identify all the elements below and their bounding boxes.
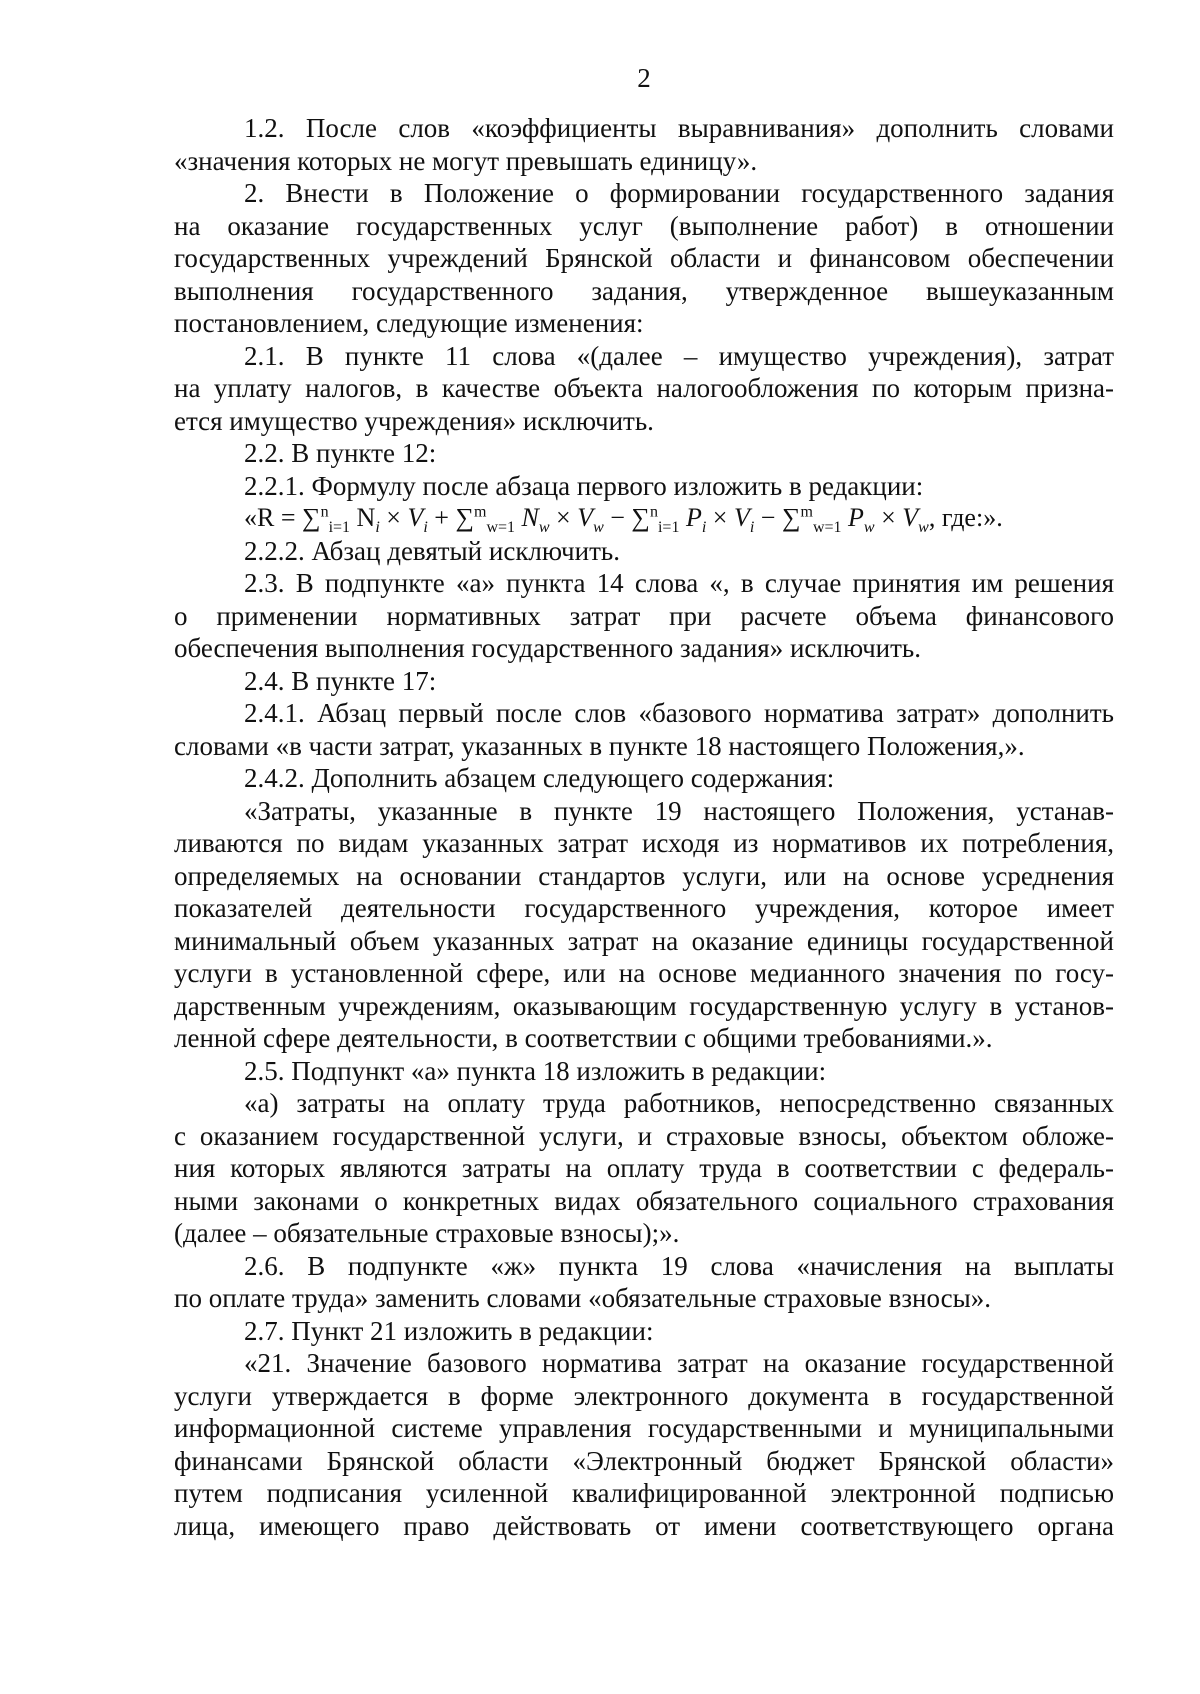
text-line: ния которых являются затраты на оплату труда в соответствии с федераль- — [174, 1153, 1114, 1183]
text-line: показателей деятельности государственного учреждения, которое имеет — [174, 893, 1114, 923]
text-line: 2.7. Пункт 21 изложить в редакции: — [244, 1315, 654, 1346]
text-line: «значения которых не могут превышать единицу». — [174, 145, 758, 176]
text-line: дарственным учреждениям, оказывающим государственную услугу в установ- — [174, 990, 1114, 1021]
text-line: «21. Значение базового норматива затрат на оказание государственной — [244, 1348, 1114, 1378]
text-line: ленной сфере деятельности, в соответствии с общими требованиями.». — [174, 1023, 993, 1053]
text-line: определяемых на основании стандартов услуги, или на основе усреднения — [174, 860, 1114, 891]
text-line: 2.3. В подпункте «а» пункта 14 слова «, в случае принятия им решения — [244, 568, 1114, 598]
text-line: ливаются по видам указанных затрат исходя из нормативов их потребления, — [174, 828, 1114, 858]
text-line: информационной системе управления государственными и муниципальными — [174, 1413, 1114, 1443]
paragraphs-after-formula — [174, 535, 1114, 1543]
text-line: о применении нормативных затрат при расчете объема финансового — [174, 600, 1114, 631]
document-page — [174, 62, 1114, 1542]
paragraphs-before-formula — [174, 112, 1114, 502]
text-line: обеспечения выполнения государственного задания» исключить. — [174, 633, 921, 663]
text-line: словами «в части затрат, указанных в пункте 18 настоящего Положения,». — [174, 730, 1025, 761]
text-line: 2.6. В подпункте «ж» пункта 19 слова «начисления на выплаты — [244, 1250, 1114, 1281]
text-line: минимальный объем указанных затрат на оказание единицы государственной — [174, 925, 1114, 956]
text-line: выполнения государственного задания, утвержденное вышеуказанным — [174, 275, 1114, 306]
formula-expression: ∑$^n_{i=1}$ $N_i \times V_i + \sum^m_{w=1}$ $N_w \times V_w - \sum^n_{i=1}$ $P_i \times V_i - \sum^m_{w=1}$ $P_w \times V_w$ — [302, 503, 929, 535]
text-line: путем подписания усиленной квалифицированной электронной подписью — [174, 1478, 1114, 1508]
text-line: по оплате труда» заменить словами «обязательные страховые взносы». — [174, 1283, 992, 1313]
page-number: 2 — [637, 63, 651, 93]
text-line: ется имущество учреждения» исключить. — [174, 405, 654, 436]
text-line: 2.2. В пункте 12: — [244, 438, 437, 468]
text-line: (далее – обязательные страховые взносы);». — [174, 1218, 680, 1248]
formula-line — [174, 502, 1114, 535]
text-line: постановлением, следующие изменения: — [174, 308, 644, 338]
text-line: 2.5. Подпункт «а» пункта 18 изложить в редакции: — [244, 1055, 827, 1086]
text-line: 2.4.2. Дополнить абзацем следующего содержания: — [244, 763, 835, 793]
text-line: ными законами о конкретных видах обязательного социального страхования — [174, 1185, 1114, 1216]
text-line: «а) затраты на оплату труда работников, непосредственно связанных — [244, 1088, 1114, 1118]
text-line: услуги в установленной сфере, или на основе медианного значения по госу- — [174, 958, 1114, 988]
formula-tail: , где:». — [928, 503, 1003, 532]
text-line: государственных учреждений Брянской области и финансовом обеспечении — [174, 243, 1114, 273]
text-line: 2.4. В пункте 17: — [244, 665, 437, 696]
text-line: 2.2.2. Абзац девятый исключить. — [244, 535, 620, 566]
text-line: с оказанием государственной услуги, и страховые взносы, объектом обложе- — [174, 1120, 1114, 1151]
formula-lead: «R = — [244, 503, 303, 532]
text-line: на оказание государственных услуг (выполнение работ) в отношении — [174, 210, 1114, 241]
text-line: на уплату налогов, в качестве объекта налогообложения по которым призна- — [174, 373, 1114, 403]
text-line: 2.1. В пункте 11 слова «(далее – имущество учреждения), затрат — [244, 340, 1114, 371]
text-line: 2. Внести в Положение о формировании государственного задания — [244, 178, 1114, 208]
text-line: 2.4.1. Абзац первый после слов «базового норматива затрат» дополнить — [244, 698, 1114, 728]
text-line: лица, имеющего право действовать от имени соответствующего органа — [174, 1510, 1114, 1541]
text-line: 1.2. После слов «коэффициенты выравнивания» дополнить словами — [244, 113, 1114, 143]
text-line: 2.2.1. Формулу после абзаца первого изложить в редакции: — [244, 470, 924, 501]
text-line: услуги утверждается в форме электронного документа в государственной — [174, 1380, 1114, 1411]
text-line: финансами Брянской области «Электронный бюджет Брянской области» — [174, 1445, 1114, 1476]
text-line: «Затраты, указанные в пункте 19 настоящего Положения, устанав- — [244, 795, 1114, 826]
